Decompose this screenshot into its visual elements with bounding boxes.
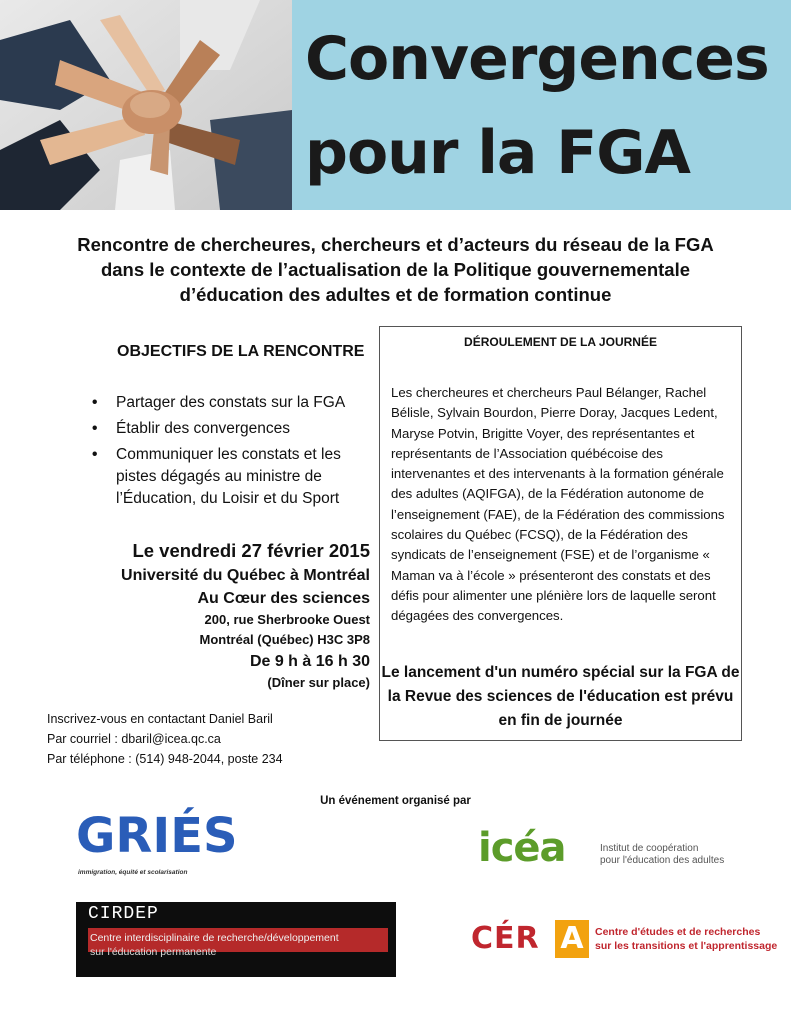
event-info: [121, 538, 370, 693]
icea-desc-line-2: pour l'éducation des adultes: [600, 855, 725, 866]
cirdep-logo: [76, 902, 396, 977]
gries-logo: [76, 808, 238, 883]
event-lunch: (Dîner sur place): [267, 675, 370, 690]
list-item: • Établir des convergences: [92, 418, 372, 440]
event-street: 200, rue Sherbrooke Ouest: [204, 612, 370, 627]
icea-logo: [478, 823, 748, 873]
title-line-2: pour la FGA: [305, 118, 690, 188]
subtitle-line-2: dans le contexte de l’actualisation de la Politique gouvernementale: [100, 259, 691, 280]
contact-info: [47, 709, 283, 769]
cirdep-logo-text: CIRDEP: [88, 904, 159, 924]
cera-logo: [471, 920, 778, 962]
launch-note: Le lancement d'un numéro spécial sur la FGA de la Revue des sciences de l'éducation est prévu en fin de journée: [381, 664, 740, 729]
icea-logo-text: icéa: [478, 825, 566, 871]
cirdep-desc-line-2: sur l'éducation permanente: [90, 946, 217, 958]
gries-logo-text: GRIÉS: [76, 808, 238, 864]
event-university: Université du Québec à Montréal: [121, 567, 370, 584]
cera-logo-text: CÉR: [471, 921, 540, 956]
cera-desc-line-1: Centre d'études et de recherches: [595, 926, 761, 938]
list-item: • Communiquer les constats et les pistes dégagés au ministre de l’Éducation, du Loisir et du Sport: [92, 444, 372, 510]
contact-email[interactable]: Par courriel : dbaril@icea.qc.ca: [47, 732, 221, 746]
schedule-heading: DÉROULEMENT DE LA JOURNÉE: [464, 335, 657, 349]
schedule-text: Les chercheures et chercheurs Paul Bélanger, Rachel Bélisle, Sylvain Bourdon, Pierre Doray, Jacques Ledent, Maryse Potvin, Brigitte Voyer, des représentantes et représentants de l’Association québécoise des intervenantes et des intervenants à la formation générale des adultes (AQIFGA), de la Fédération autonome de l’enseignement (FAE), de la Fédération des commissions scolaires du Québec (FCSQ), de la Fédération des syndicats de l’enseignement (FSE) et de l’organisme « Maman va à l’école » présenteront des constats et des défis pour alimenter une plénière lors de laquelle seront dégagées des convergences.: [391, 385, 725, 624]
subtitle: [30, 232, 761, 307]
list-item: • Partager des constats sur la FGA: [92, 392, 372, 414]
contact-phone: Par téléphone : (514) 948-2044, poste 234: [47, 752, 283, 766]
subtitle-line-3: d’éducation des adultes et de formation continue: [179, 284, 612, 305]
hands-image-icon: [0, 0, 292, 210]
contact-line-1: Inscrivez-vous en contactant Daniel Baril: [47, 712, 273, 726]
cirdep-desc-line-1: Centre interdisciplinaire de recherche/développement: [90, 932, 339, 944]
event-venue: Au Cœur des sciences: [197, 590, 370, 607]
event-date: Le vendredi 27 février 2015: [132, 540, 370, 561]
gries-tagline: immigration, équité et scolarisation: [78, 869, 188, 876]
icea-desc-line-1: Institut de coopération: [600, 843, 699, 854]
cera-desc-line-2: sur les transitions et l'apprentissage: [595, 940, 778, 952]
organized-by: Un événement organisé par: [320, 795, 471, 807]
event-time: De 9 h à 16 h 30: [249, 653, 370, 670]
title-line-1: Convergences: [305, 24, 769, 94]
event-city: Montréal (Québec) H3C 3P8: [199, 632, 370, 647]
cera-logo-letter: A: [555, 920, 589, 958]
hands-photo: [0, 0, 292, 210]
schedule-box: [379, 326, 742, 741]
header-banner: [0, 0, 791, 210]
objectives-list: [92, 392, 372, 514]
subtitle-line-1: Rencontre de chercheures, chercheurs et d’acteurs du réseau de la FGA: [77, 234, 714, 255]
objectives-heading: OBJECTIFS DE LA RENCONTRE: [117, 343, 365, 360]
